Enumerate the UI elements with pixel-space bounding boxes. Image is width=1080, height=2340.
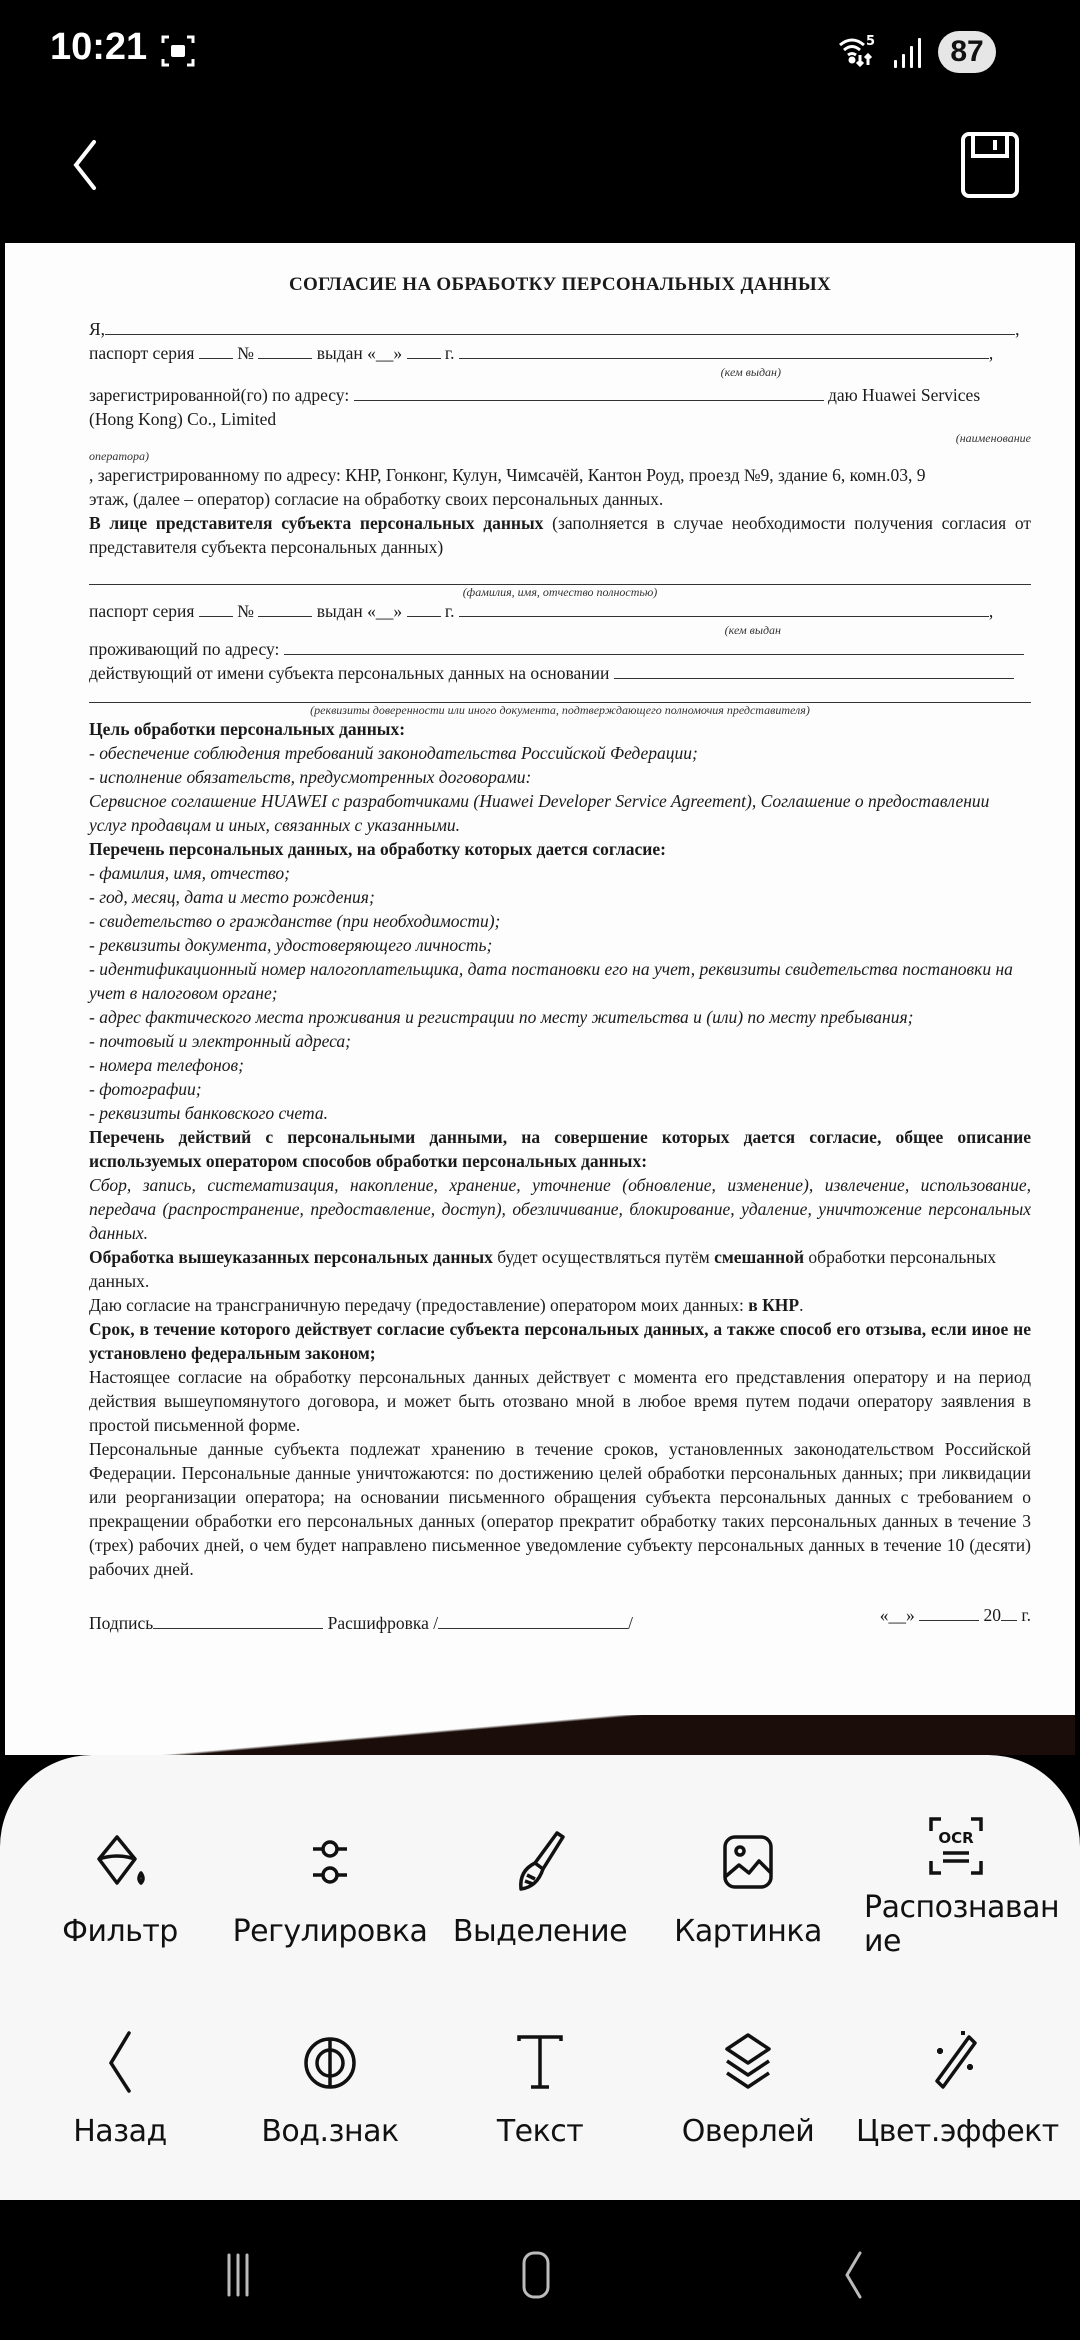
screenshot-indicator-icon xyxy=(160,33,196,69)
hint-fio: (фамилия, имя, отчество полностью) xyxy=(462,585,658,599)
document-edge-shadow xyxy=(5,1715,1075,1755)
back-button[interactable] xyxy=(60,130,110,200)
actions-text: Сбор, запись, систематизация, накопление, хранение, уточнение (обновление, изменение), извлечение, использование, передача (распространение, предоставление, доступ), обезличивание, блокирование, удаление, уничтожение персональных данных. xyxy=(89,1175,1031,1243)
data-list-item: - свидетельство о гражданстве (при необходимости); xyxy=(89,911,501,931)
data-list-item: - реквизиты банковского счета. xyxy=(89,1103,328,1123)
data-list-item: - почтовый и электронный адреса; xyxy=(89,1031,352,1051)
recents-icon[interactable] xyxy=(205,2245,285,2305)
hint-name-2: оператора) xyxy=(89,449,149,463)
purpose-item: Сервисное соглашение HUAWEI с разработчиками (Huawei Developer Service Agreement), Соглашение о предоставлении услуг продавцам и иных, связанных с указанными. xyxy=(89,791,990,835)
acting-line: действующий от имени субъекта персональных данных на основании xyxy=(89,661,1031,685)
company-name: (Hong Kong) Co., Limited xyxy=(89,409,277,429)
purpose-item: - исполнение обязательств, предусмотренных договорами: xyxy=(89,767,532,787)
data-list-heading: Перечень персональных данных, на обработку которых дается согласие: xyxy=(89,839,666,859)
operator-address-2: этаж, (далее – оператор) согласие на обработку своих персональных данных. xyxy=(89,489,664,509)
tool-text[interactable]: Текст xyxy=(440,2027,640,2149)
back-icon[interactable] xyxy=(805,2245,885,2305)
tool-highlight[interactable]: Выделение xyxy=(440,1827,640,1949)
tool-image[interactable]: Картинка xyxy=(648,1827,848,1949)
decoding-label: Расшифровка / xyxy=(327,1613,439,1633)
date-field: «__» 20 г. xyxy=(879,1605,1031,1625)
tools-panel xyxy=(0,1755,1080,2200)
chevron-left-icon xyxy=(85,2027,155,2097)
brush-icon xyxy=(505,1827,575,1897)
signal-icon xyxy=(893,36,925,68)
tool-overlay[interactable]: Оверлей xyxy=(648,2027,848,2149)
purpose-heading: Цель обработки персональных данных: xyxy=(89,719,406,739)
document-title: СОГЛАСИЕ НА ОБРАБОТКУ ПЕРСОНАЛЬНЫХ ДАННЫХ xyxy=(289,274,831,295)
representative-heading: В лице представителя субъекта персональных данных (заполняется в случае необходимости получения согласия от представителя субъекта персональных данных) xyxy=(89,513,1031,557)
tool-watermark[interactable]: Вод.знак xyxy=(230,2027,430,2149)
data-list-item: - реквизиты документа, удостоверяющего личность; xyxy=(89,935,493,955)
processing-text: Обработка вышеуказанных персональных данных будет осуществляться путём смешанной обработки персональных данных. xyxy=(89,1247,997,1291)
tool-filter[interactable]: Фильтр xyxy=(20,1827,220,1949)
home-icon[interactable] xyxy=(505,2245,585,2305)
network-badge: 5 xyxy=(866,34,876,49)
tool-adjust[interactable]: Регулировка xyxy=(230,1827,430,1949)
filter-drop-icon xyxy=(85,1827,155,1897)
representative-name-field xyxy=(89,567,1031,585)
data-list-item: - фотографии; xyxy=(89,1079,202,1099)
save-button[interactable] xyxy=(955,130,1025,200)
status-bar xyxy=(0,0,1080,100)
hint-issued-by-2: (кем выдан xyxy=(724,623,781,637)
term-heading: Срок, в течение которого действует согласие субъекта персональных данных, а также способ его отзыва, если иное не установлено федеральным законом; xyxy=(89,1319,1031,1363)
ocr-icon xyxy=(921,1811,991,1881)
hint-name-1: (наименование xyxy=(955,431,1031,445)
term-text-2: Персональные данные субъекта подлежат хранению в течение сроков, установленных законодательством Российской Федерации. Персональные данные уничтожаются: по достижению целей обработки персональных данных; при ликвидации или реорганизации оператора; на основании письменного обращения субъекта персональных данных с требованием о прекращении обработки его персональных данных (оператор прекратит обработку таких персональных данных в течение 3 (трех) рабочих дней, о чем будет направлено письменное уведомление субъекту персональных данных в течение 10 (десяти) рабочих дней. xyxy=(89,1439,1031,1579)
watermark-icon xyxy=(295,2027,365,2097)
data-list-item: - идентификационный номер налогоплательщика, дата постановки его на учет, реквизиты свидетельства постановки на учет в налоговом органе; xyxy=(89,959,1013,1003)
purpose-item: - обеспечение соблюдения требований законодательства Российской Федерации; xyxy=(89,743,698,763)
signature-row: Подпись Расшифровка / / «__» 20 г. xyxy=(89,1605,1031,1633)
system-nav-bar xyxy=(0,2200,1080,2340)
magic-wand-icon xyxy=(921,2027,991,2097)
status-time: 10:21 xyxy=(50,26,148,68)
name-line: Я, , xyxy=(89,319,1020,339)
tool-ocr[interactable]: OCR Распознаван ие xyxy=(856,1811,1056,1959)
data-list-item: - адрес фактического места проживания и регистрации по месту жительства и (или) по месту пребывания; xyxy=(89,1007,914,1027)
hint-issued-by: (кем выдан) xyxy=(720,365,781,379)
passport-line: паспорт серия № выдан «__» г. , xyxy=(89,343,994,363)
data-list-item: - фамилия, имя, отчество; xyxy=(89,863,290,883)
transfer-text: Даю согласие на трансграничную передачу (предоставление) оператором моих данных: в КНР. xyxy=(89,1295,804,1315)
scanned-document[interactable] xyxy=(5,243,1075,1755)
image-icon xyxy=(713,1827,783,1897)
adjust-sliders-icon xyxy=(295,1827,365,1897)
actions-heading: Перечень действий с персональными данными, на совершение которых дается согласие, общее описание используемых оператором способов обработки персональных данных: xyxy=(89,1127,1031,1171)
data-list-item: - номера телефонов; xyxy=(89,1055,244,1075)
power-of-attorney-field xyxy=(89,685,1031,703)
hint-power: (реквизиты доверенности или иного документа, подтверждающего полномочия представителя) xyxy=(310,703,810,717)
svg-text:OCR: OCR xyxy=(938,1829,974,1847)
layers-icon xyxy=(713,2027,783,2097)
wifi-icon xyxy=(838,33,882,69)
data-list-item: - год, месяц, дата и место рождения; xyxy=(89,887,375,907)
registered-line: зарегистрированной(го) по адресу: даю Huawei Services xyxy=(89,385,981,405)
tool-color-effect[interactable]: Цвет.эффект xyxy=(856,2027,1056,2149)
signature-label: Подпись xyxy=(89,1613,154,1633)
text-icon xyxy=(505,2027,575,2097)
term-text-1: Настоящее согласие на обработку персональных данных действует с момента его представления оператору и на период действия вышеупомянутого договора, и может быть отозвано мной в любое время путем подачи оператору заявления в простой письменной форме. xyxy=(89,1367,1031,1435)
operator-address-1: , зарегистрированному по адресу: КНР, Гонконг, Кулун, Чимсачёй, Кантон Роуд, проезд №9, здание 6, комн.03, 9 xyxy=(89,465,926,485)
rep-passport-line: паспорт серия № выдан «__» г. , xyxy=(89,601,994,621)
living-line: проживающий по адресу: xyxy=(89,637,1031,661)
chevron-left-icon xyxy=(76,142,94,188)
save-icon xyxy=(963,134,1017,196)
tool-back[interactable]: Назад xyxy=(20,2027,220,2149)
battery-icon: 87 xyxy=(938,31,996,73)
